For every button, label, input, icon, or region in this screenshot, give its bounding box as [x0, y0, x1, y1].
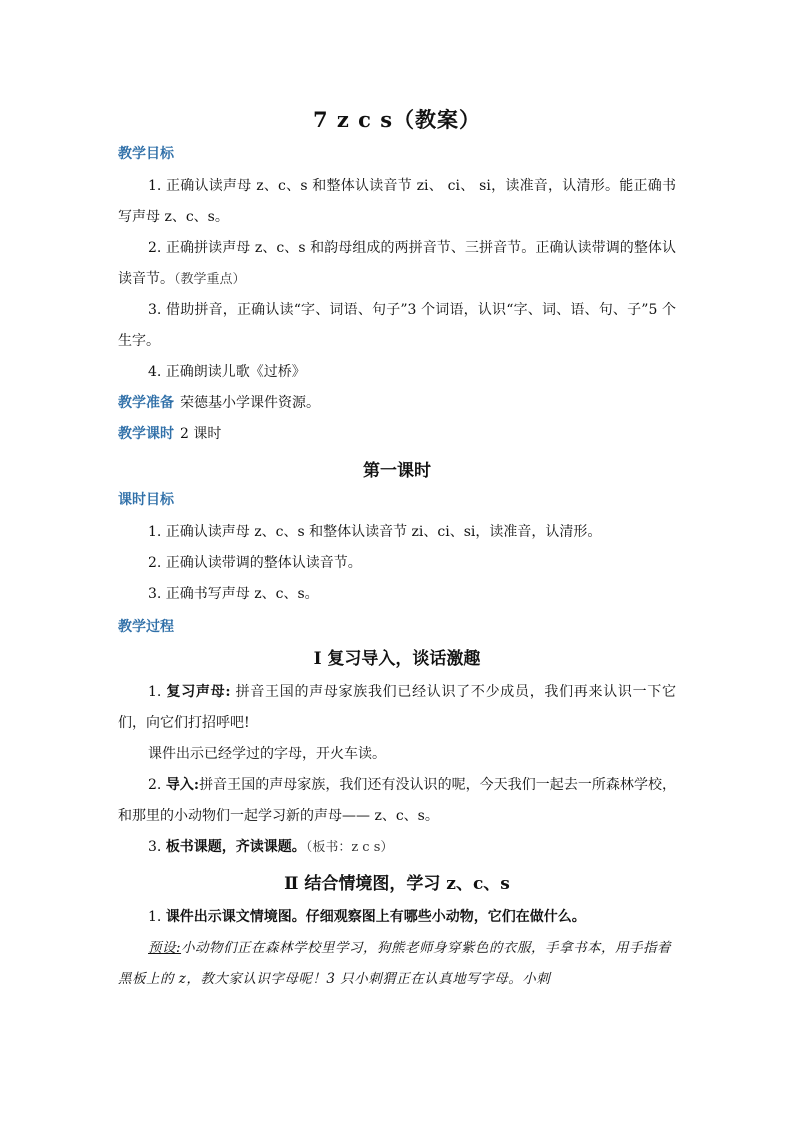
goal-item-2 — [118, 233, 676, 295]
lesson-goal-3: 3. 正确书写声母 z、c、s。 — [148, 586, 319, 602]
lesson-goals-heading: 课时目标 — [118, 492, 174, 508]
lesson-goal-1: 1. 正确认读声母 z、c、s 和整体认读音节 zi、ci、si，读准音，认清形。 — [148, 524, 602, 540]
section1-p2-lead: 导入: — [165, 777, 200, 793]
section1-paragraph-1 — [118, 677, 676, 739]
goal-item-2-note: （教学重点） — [174, 272, 246, 287]
section2-preview — [118, 933, 676, 995]
document-title: 7 z c s（教案） — [312, 107, 482, 132]
periods-label: 教学课时 — [118, 426, 174, 442]
section1-paragraph-1b: 课件出示已经学过的字母，开火车读。 — [148, 746, 386, 762]
section1-p2-num: 2. — [148, 777, 162, 793]
periods-line — [118, 419, 676, 450]
preparation-line — [118, 388, 676, 419]
section1-p3-num: 3. — [148, 839, 162, 855]
section2-title: Ⅱ 结合情境图，学习 z、c、s — [284, 874, 510, 894]
preparation-value: 荣德基小学课件资源。 — [180, 395, 320, 411]
goal-item-2-text: 2. 正确拼读声母 z、c、s 和韵母组成的两拼音节、三拼音节。正确认读带调的整体认读音节。 — [118, 240, 676, 287]
section2-p1-num: 1. — [148, 909, 162, 925]
preparation-label: 教学准备 — [118, 395, 174, 411]
section1-p2-text: 拼音王国的声母家族，我们还有没认识的呢，今天我们一起去一所森林学校，和那里的小动物们一起学习新的声母—— z、c、s。 — [118, 777, 677, 824]
goal-item-1: 1. 正确认读声母 z、c、s 和整体认读音节 zi、 ci、 si，读准音，认清形。能正确书写声母 z、c、s。 — [118, 178, 676, 225]
section1-p1-lead: 复习声母: — [166, 684, 231, 700]
section2-paragraph-1 — [118, 902, 676, 933]
preview-text: 小动物们正在森林学校里学习，狗熊老师身穿紫色的衣服，手拿书本，用手指着黑板上的 z，教大家认识字母呢！3 只小刺猬正在认真地写字母。小刺 — [118, 940, 672, 987]
teaching-goals-heading: 教学目标 — [118, 146, 174, 162]
section1-paragraph-3 — [118, 832, 676, 863]
section1-p1-num: 1. — [148, 684, 162, 700]
periods-value: 2 课时 — [180, 426, 222, 442]
preview-tag: 预设: — [148, 940, 182, 956]
lesson-goal-2: 2. 正确认读带调的整体认读音节。 — [148, 555, 362, 571]
goal-item-3: 3. 借助拼音，正确认读“字、词语、句子”3 个词语，认识“字、词、语、句、子”5 个生字。 — [118, 302, 676, 349]
section1-p3-lead: 板书课题，齐读课题。 — [165, 839, 306, 855]
section1-paragraph-2 — [118, 770, 676, 832]
section2-p1-text: 课件出示课文情境图。仔细观察图上有哪些小动物，它们在做什么。 — [165, 909, 586, 925]
section1-title: Ⅰ 复习导入，谈话激趣 — [313, 649, 481, 669]
section1-p1-text: 拼音王国的声母家族我们已经认识了不少成员，我们再来认识一下它们，向它们打招呼吧! — [118, 684, 677, 731]
lesson1-title: 第一课时 — [363, 461, 431, 481]
goal-item-4: 4. 正确朗读儿歌《过桥》 — [148, 364, 306, 380]
section1-p3-note: （板书：z c s） — [305, 840, 394, 855]
teaching-process-heading: 教学过程 — [118, 619, 174, 635]
